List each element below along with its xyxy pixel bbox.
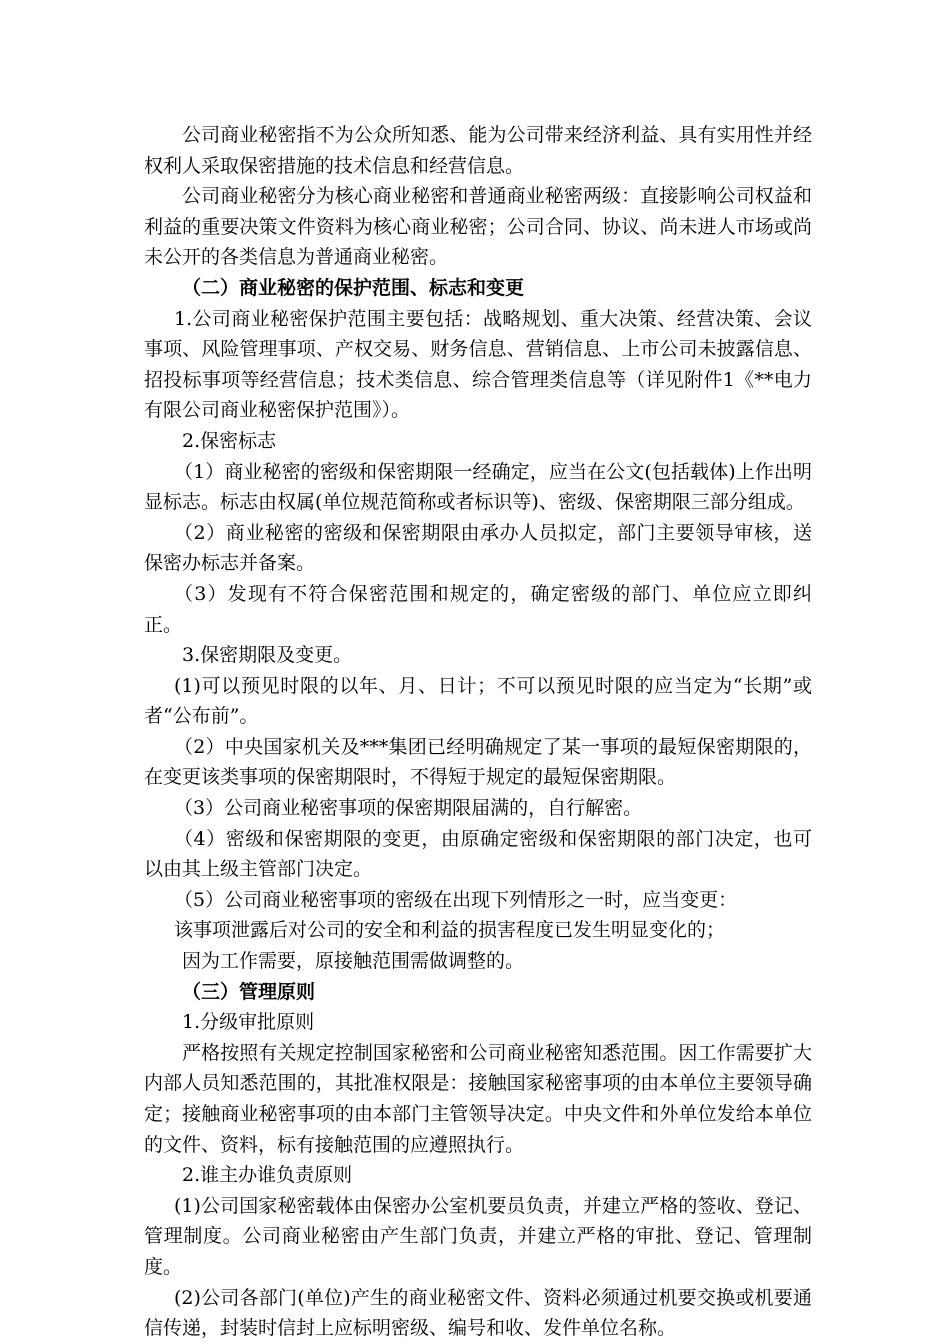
subheading-period: 3.保密期限及变更。 [182, 644, 353, 667]
paragraph-responsibility-2: (2)公司各部门(单位)产生的商业秘密文件、资料必须通过机要交换或机要通信传递，封装时信封上应标明密级、编号和收、发件单位名称。 [144, 1286, 812, 1340]
paragraph-scope: 1.公司商业秘密保护范围主要包括：战略规划、重大决策、经营决策、会议事项、风险管理事项、产权交易、财务信息、营销信息、上市公司未披露信息、招投标事项等经营信息；技术类信息、综合管理类信息等（详见附件1《**电力有限公司商业秘密保护范围》）。 [144, 307, 812, 422]
paragraph-definition: 公司商业秘密指不为公众所知悉、能为公司带来经济利益、具有实用性并经权利人采取保密措施的技术信息和经营信息。 [144, 124, 812, 177]
subheading-responsibility: 2.谁主办谁负责原则 [182, 1164, 353, 1187]
subheading-marking: 2.保密标志 [182, 429, 277, 452]
paragraph-period-2: （2）中央国家机关及***集团已经明确规定了某一事项的最短保密期限的，在变更该类事项的保密期限时，不得短于规定的最短保密期限。 [144, 735, 812, 789]
paragraph-change-case-2: 因为工作需要，原接触范围需做调整的。 [182, 950, 525, 973]
paragraph-marking-2: （2）商业秘密的密级和保密期限由承办人员拟定，部门主要领导审核，送保密办标志并备案。 [144, 521, 812, 575]
paragraph-marking-3: （3）发现有不符合保密范围和规定的，确定密级的部门、单位应立即纠正。 [144, 582, 812, 636]
section-heading-2: （二）商业秘密的保护范围、标志和变更 [182, 276, 525, 299]
subheading-approval: 1.分级审批原则 [182, 1011, 315, 1034]
paragraph-period-3: （3）公司商业秘密事项的保密期限届满的，自行解密。 [174, 797, 643, 820]
document-page [144, 120, 812, 1344]
paragraph-period-5: （5）公司商业秘密事项的密级在出现下列情形之一时，应当变更： [174, 888, 738, 911]
paragraph-marking-1: （1）商业秘密的密级和保密期限一经确定，应当在公文(包括载体)上作出明显标志。标志由权属(单位规范简称或者标识等)、密级、保密期限三部分组成。 [144, 460, 812, 514]
section-heading-3: （三）管理原则 [182, 980, 316, 1003]
paragraph-period-1: (1)可以预见时限的以年、月、日计；不可以预见时限的应当定为“长期”或者“公布前”。 [144, 674, 812, 728]
paragraph-change-case-1: 该事项泄露后对公司的安全和利益的损害程度已发生明显变化的； [174, 919, 726, 942]
paragraph-classification: 公司商业秘密分为核心商业秘密和普通商业秘密两级：直接影响公司权益和利益的重要决策文件资料为核心商业秘密；公司合同、协议、尚未进人市场或尚未公开的各类信息为普通商业秘密。 [144, 185, 812, 269]
paragraph-approval: 严格按照有关规定控制国家秘密和公司商业秘密知悉范围。因工作需要扩大内部人员知悉范围的，其批准权限是：接触国家秘密事项的由本单位主要领导确定；接触商业秘密事项的由本部门主管领导决定。中央文件和外单位发给本单位的文件、资料，标有接触范围的应遵照执行。 [144, 1041, 812, 1156]
paragraph-period-4: （4）密级和保密期限的变更，由原确定密级和保密期限的部门决定，也可以由其上级主管部门决定。 [144, 827, 812, 881]
paragraph-responsibility-1: (1)公司国家秘密载体由保密办公室机要员负责，并建立严格的签收、登记、管理制度。公司商业秘密由产生部门负责，并建立严格的审批、登记、管理制度。 [144, 1194, 812, 1278]
